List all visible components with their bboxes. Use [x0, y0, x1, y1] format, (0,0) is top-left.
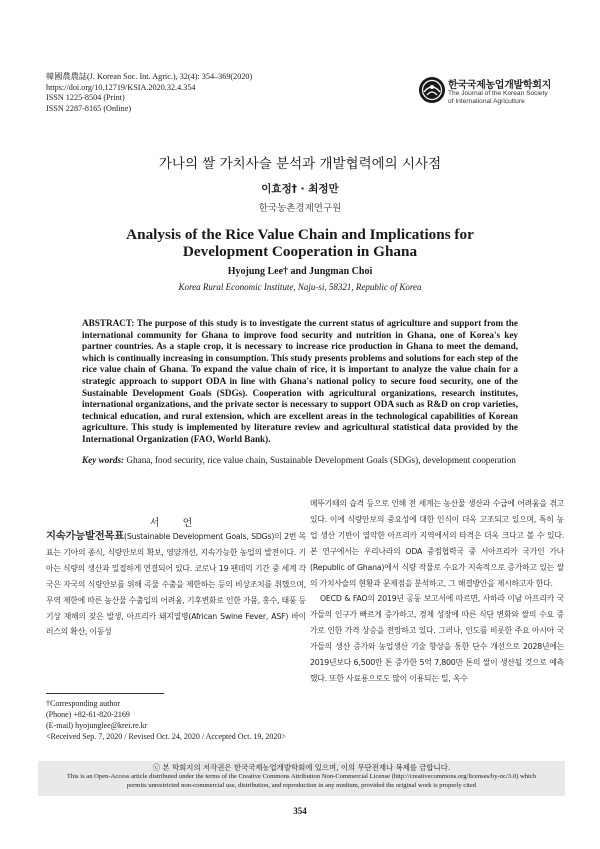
right-column-text — [310, 496, 564, 687]
korean-authors: 이효정† · 최정만 — [261, 183, 339, 195]
doi-link[interactable]: https://doi.org/10.12719/KSIA.2020.32.4.354 — [46, 82, 196, 92]
keywords-label: Key words: — [82, 455, 125, 465]
english-authors: Hyojung Lee† and Jungman Choi — [227, 266, 373, 277]
keywords — [82, 455, 518, 467]
keywords-text: Ghana, food security, rice value chain, Sustainable Development Goals (SDGs), development cooperation — [124, 455, 516, 465]
page-number: 354 — [293, 806, 307, 816]
author-phone: (Phone) +82-61-820-2169 — [46, 710, 130, 719]
license-line-1: This is an Open-Access article distributed under the terms of the Creative Commons Attribution Non-Commercial License (http://creativecommons.org/licenses/by-nc/3.0) which — [66, 773, 537, 780]
society-logo — [418, 74, 568, 114]
journal-citation: 韓國農農誌(J. Korean Soc. Int. Agric.), 32(4): 354–369(2020) — [46, 72, 253, 81]
article-dates: <Received Sep. 7, 2020 / Revised Oct. 24, 2020 / Accepted Oct. 19, 2020> — [46, 732, 286, 741]
issn-online: ISSN 2287-8165 (Online) — [46, 103, 132, 113]
right-paragraph-2: OECD & FAO의 2019년 공동 보고서에 따르면, 사하라 이남 아프리카 국가들의 인구가 빠르게 증가하고, 경제 성장에 따른 식단 변화와 쌀의 수요 증가로 인한 가격 상승을 전망하고 있다. 그러나, 인도를 비롯한 주요 아시아 국가들의 생산 증가와 농업생산 기술 향상을 통한 단수 개선으로 2028년에는 2019년보다 6,500만 톤 증가한 5억 7,800만 톤의 쌀이 생산될 것으로 예측했다. 또한 사료용으로도 많이 이용되는 밀, 옥수 — [310, 594, 564, 683]
left-column-text — [46, 529, 306, 640]
footnote-divider — [46, 693, 164, 694]
copyright-notice: ⓒ 본 학회지의 저작권은 한국국제농업개발학회에 있으며, 이의 무단전재나 복제를 금합니다. — [152, 763, 451, 772]
license-box — [38, 761, 565, 796]
abstract: ABSTRACT: The purpose of this study is to investigate the current status of agriculture and support from the international community for Ghana to improve food security and nutrition in Ghana, one of Korea's key partner countries. As a staple crop, it is necessary to increase rice production in Ghana to meet the demand, which is continually increasing in consumption. This study presents problems and solutions for each step of the rice value chain of Ghana. To expand the value chain of rice, it is important to analyze the value chain for a strategic approach to support ODA in line with Ghana's national policy to secure food security, one of the Sustainable Development Goals (SDGs). Cooperation with agricultural organizations, research institutes, international organizations, and the private sector is necessary to support ODA such as R&D on crop varieties, technical education, and rural extension, which are excellent areas in the technological capabilities of Korean agriculture. This study is implemented by literature review and agricultural statistical data provided by the International Organization (FAO, World Bank). — [82, 318, 518, 444]
lead-term: 지속가능발전목표 — [46, 530, 124, 542]
license-line-2: permits unrestricted non-commercial use, distribution, and reproduction in any medium, provided the original work is properly cited — [126, 782, 477, 789]
korean-affiliation: 한국농촌경제연구원 — [258, 204, 342, 214]
society-name-korean: 한국국제농업개발학회지 — [448, 80, 551, 91]
corresponding-author: †Corresponding author — [46, 699, 120, 708]
left-column-body: (Sustainable Development Goals, SDGs)의 2번 목표는 기아의 종식, 식량안보의 확보, 영양개선, 지속가능한 농업의 발전이다. 기아는 식량의 생산과 밀접하게 연결되어 있다. 코로나 19 팬데믹 기간 중 세계 각 국은 자국의 식량안보를 위해 곡물 수출을 제한하는 등의 비상조치를 취했으며, 무역 제한에 따른 농산물 수출입의 어려움, 기후변화로 인한 가뭄, 홍수, 태풍 등 기상 재해의 잦은 발생, 아프리카 돼지열병(African Swine Fever, ASF) 바이러스의 확산, 이동성 — [46, 532, 306, 637]
author-email[interactable]: (E-mail) hyojunglee@krei.re.kr — [46, 721, 148, 730]
english-title: Analysis of the Rice Value Chain and Implications for Development Cooperation in Ghana — [126, 226, 474, 260]
footnote — [46, 698, 286, 742]
english-affiliation: Korea Rural Economic Institute, Naju-si, 58321, Republic of Korea — [178, 282, 422, 292]
right-paragraph-2-wrap — [310, 591, 564, 686]
society-name-english: The Journal of the Korean Society of International Agriculture — [448, 90, 548, 105]
journal-header — [46, 72, 252, 114]
society-emblem-icon — [418, 76, 446, 104]
section-title-introduction: 서 언 — [149, 518, 203, 529]
korean-title: 가나의 쌀 가치사슬 분석과 개발협력에의 시사점 — [158, 156, 442, 172]
issn-print: ISSN 1225-8504 (Print) — [46, 93, 125, 103]
right-paragraph-1: 메뚜기떼의 습격 등으로 인해 전 세계는 농산물 생산과 수급에 어려움을 겪고 있다. 이에 식량안보의 중요성에 대한 인식이 더욱 고조되고 있으며, 특히 농업 생산 기반이 열악한 아프리카 지역에서의 타격은 더욱 크다고 볼 수 있다. 본 연구에서는 우리나라의 ODA 중점협력국 중 서아프리카 국가인 가나(Republic of Ghana)에서 식량 작물로 수요가 지속적으로 증가하고 있는 쌀의 가치사슬의 현황과 문제점을 분석하고, 그 해결방안을 제시하고자 한다. — [310, 499, 564, 588]
